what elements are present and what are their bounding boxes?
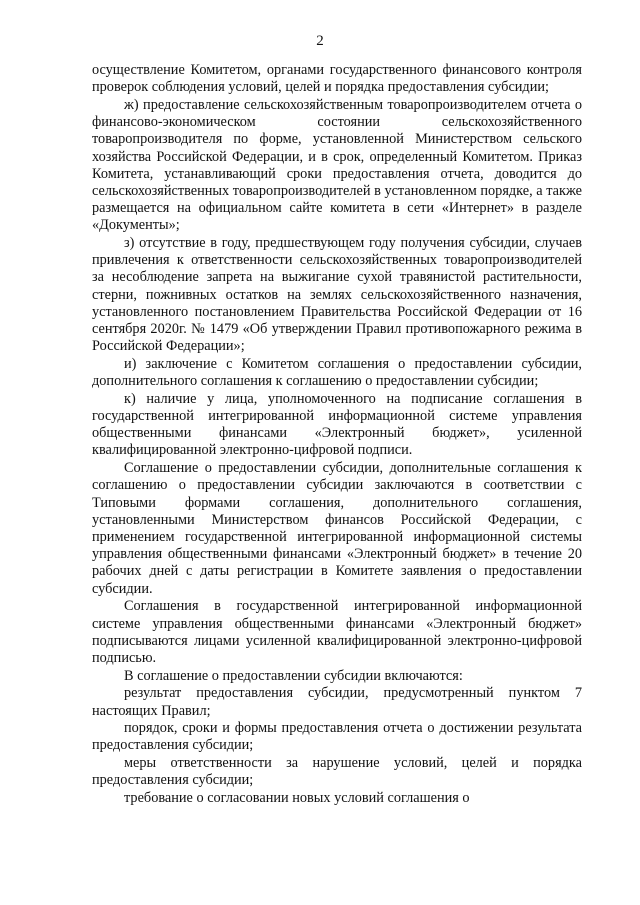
list-item-new-conditions: требование о согласовании новых условий соглашения о bbox=[124, 790, 470, 807]
list-item-result: результат предоставления субсидии, предусмотренный пунктом 7 настоящих Правил; bbox=[92, 685, 582, 719]
paragraph-agreement-includes: В соглашение о предоставлении субсидии включаются: bbox=[124, 667, 463, 684]
paragraph-agreement-conclusion: Соглашение о предоставлении субсидии, дополнительные соглашения к соглашению о предоставлении субсидии заключаются в соответствии с Типовыми формами соглашения, дополнительного соглашения, установленными Министерством финансов Российской Федерации, с применением государственной интегрированной информационной системы управления общественными финансами «Электронный бюджет» в течение 20 рабочих дней с даты регистрации в Комитете заявления о предоставлении субсидии. bbox=[92, 460, 582, 597]
paragraph-continuation: осуществление Комитетом, органами государственного финансового контроля проверок соблюдения условий, целей и порядка предоставления субсидии; bbox=[92, 62, 582, 96]
page-number: 2 bbox=[316, 33, 324, 49]
paragraph-z: з) отсутствие в году, предшествующем году получения субсидии, случаев привлечения к ответственности сельскохозяйственных товаропроизводителей за несоблюдение запрета на выжигание сухой травянистой растительности, стерни, пожнивных остатков на землях сельскохозяйственного назначения, установленного постановлением Правительства Российской Федерации от 16 сентября 2020г. № 1479 «Об утверждении Правил противопожарного режима в Российской Федерации»; bbox=[92, 235, 582, 355]
paragraph-k: к) наличие у лица, уполномоченного на подписание соглашения в государственной интегрированной информационной системе управления общественными финансами «Электронный бюджет», усиленной квалифицированной электронно-цифровой подписи. bbox=[92, 390, 582, 459]
paragraph-zh: ж) предоставление сельскохозяйственным товаропроизводителем отчета о финансово-экономическом состоянии сельскохозяйственного товаропроизводителя по форме, установленной Министерством сельского хозяйства Российской Федерации, и в срок, определенный Комитетом. Приказ Комитета, устанавливающий сроки предоставления отчета, доводится до сельскохозяйственных товаропроизводителей в установленном порядке, а также размещается на официальном сайте комитета в сети «Интернет» в разделе «Документы»; bbox=[92, 96, 582, 234]
paragraph-agreement-signing: Соглашения в государственной интегрированной информационной системе управления общественными финансами «Электронный бюджет» подписываются лицами усиленной квалифицированной электронно-цифровой подписью. bbox=[92, 598, 582, 666]
paragraph-i: и) заключение с Комитетом соглашения о предоставлении субсидии, дополнительного соглашения к соглашению о предоставлении субсидии; bbox=[92, 355, 582, 390]
list-item-responsibility: меры ответственности за нарушение условий, целей и порядка предоставления субсидии; bbox=[92, 755, 582, 789]
list-item-report: порядок, сроки и формы предоставления отчета о достижении результата предоставления субсидии; bbox=[92, 720, 582, 754]
document-body bbox=[92, 62, 582, 807]
